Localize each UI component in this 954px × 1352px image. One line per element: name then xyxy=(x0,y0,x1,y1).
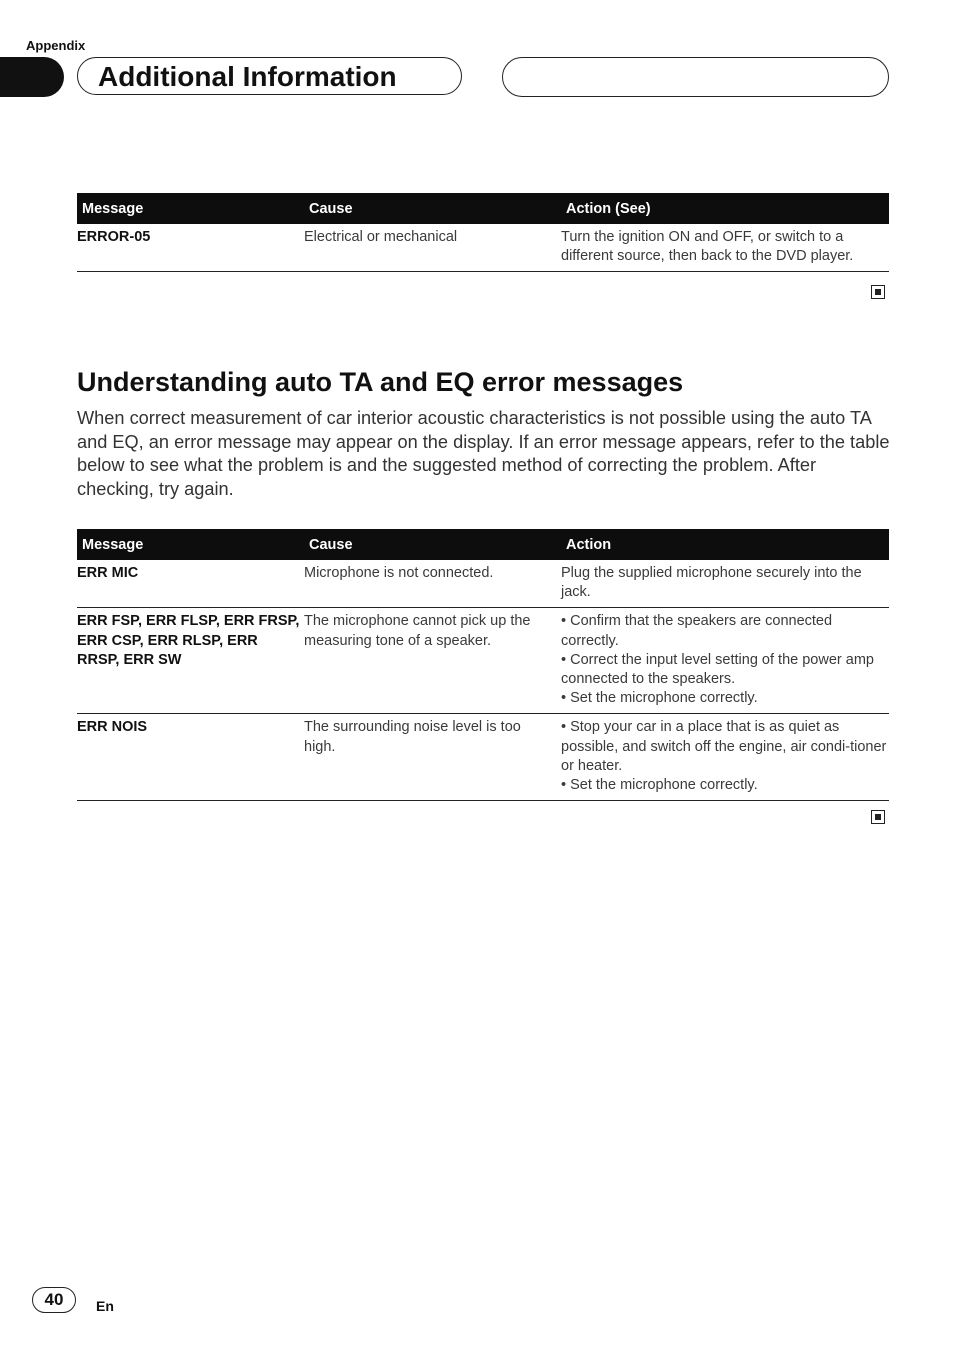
cause-cell: Electrical or mechanical xyxy=(304,224,561,272)
table-row xyxy=(77,608,889,714)
section-tab-marker xyxy=(0,57,64,97)
page-number: 40 xyxy=(32,1287,76,1313)
section-title-pill xyxy=(77,57,462,95)
column-header-message: Message xyxy=(77,193,304,224)
action-line: • Correct the input level setting of the power amp connected to the speakers. xyxy=(561,651,874,688)
message-cell: ERR FSP, ERR FLSP, ERR FRSP, ERR CSP, ERR RLSP, ERR RRSP, ERR SW xyxy=(77,608,304,714)
action-cell: Plug the supplied microphone securely into the jack. xyxy=(561,560,889,608)
table-header-row xyxy=(77,529,889,560)
cause-cell: The microphone cannot pick up the measuring tone of a speaker. xyxy=(304,608,561,714)
table-row xyxy=(77,714,889,801)
error-table-2 xyxy=(77,529,889,801)
column-header-action: Action (See) xyxy=(561,193,889,224)
section-title: Additional Information xyxy=(98,61,397,92)
cause-cell: The surrounding noise level is too high. xyxy=(304,714,561,801)
action-cell: Turn the ignition ON and OFF, or switch to a different source, then back to the DVD player. xyxy=(561,224,889,272)
column-header-action: Action xyxy=(561,529,889,560)
error-table-1 xyxy=(77,193,889,272)
action-line: • Set the microphone correctly. xyxy=(561,690,758,707)
column-header-cause: Cause xyxy=(304,529,561,560)
column-header-message: Message xyxy=(77,529,304,560)
message-cell: ERR MIC xyxy=(77,560,304,608)
empty-header-pill xyxy=(502,57,889,97)
action-line: • Set the microphone correctly. xyxy=(561,777,758,794)
cause-cell: Microphone is not connected. xyxy=(304,560,561,608)
action-line: • Confirm that the speakers are connected correctly. xyxy=(561,613,833,649)
section-end-icon xyxy=(871,285,885,299)
section-heading: Understanding auto TA and EQ error messages xyxy=(77,367,684,397)
intro-paragraph: When correct measurement of car interior acoustic characteristics is not possible using the auto TA and EQ, an error message may appear on the display. If an error message appears, refer to the table below to see what the problem is and the suggested method of correcting the problem. After checking, try again. xyxy=(77,408,890,500)
section-end-icon xyxy=(871,810,885,824)
appendix-label: Appendix xyxy=(26,38,86,53)
message-cell: ERR NOIS xyxy=(77,714,304,801)
table-row xyxy=(77,560,889,608)
table-header-row xyxy=(77,193,889,224)
action-line: • Stop your car in a place that is as quiet as possible, and switch off the engine, air condi-tioner or heater. xyxy=(561,719,887,774)
action-cell xyxy=(561,608,889,714)
table-row xyxy=(77,224,889,272)
message-cell: ERROR-05 xyxy=(77,224,304,272)
column-header-cause: Cause xyxy=(304,193,561,224)
language-label: En xyxy=(96,1298,114,1314)
action-cell xyxy=(561,714,889,801)
